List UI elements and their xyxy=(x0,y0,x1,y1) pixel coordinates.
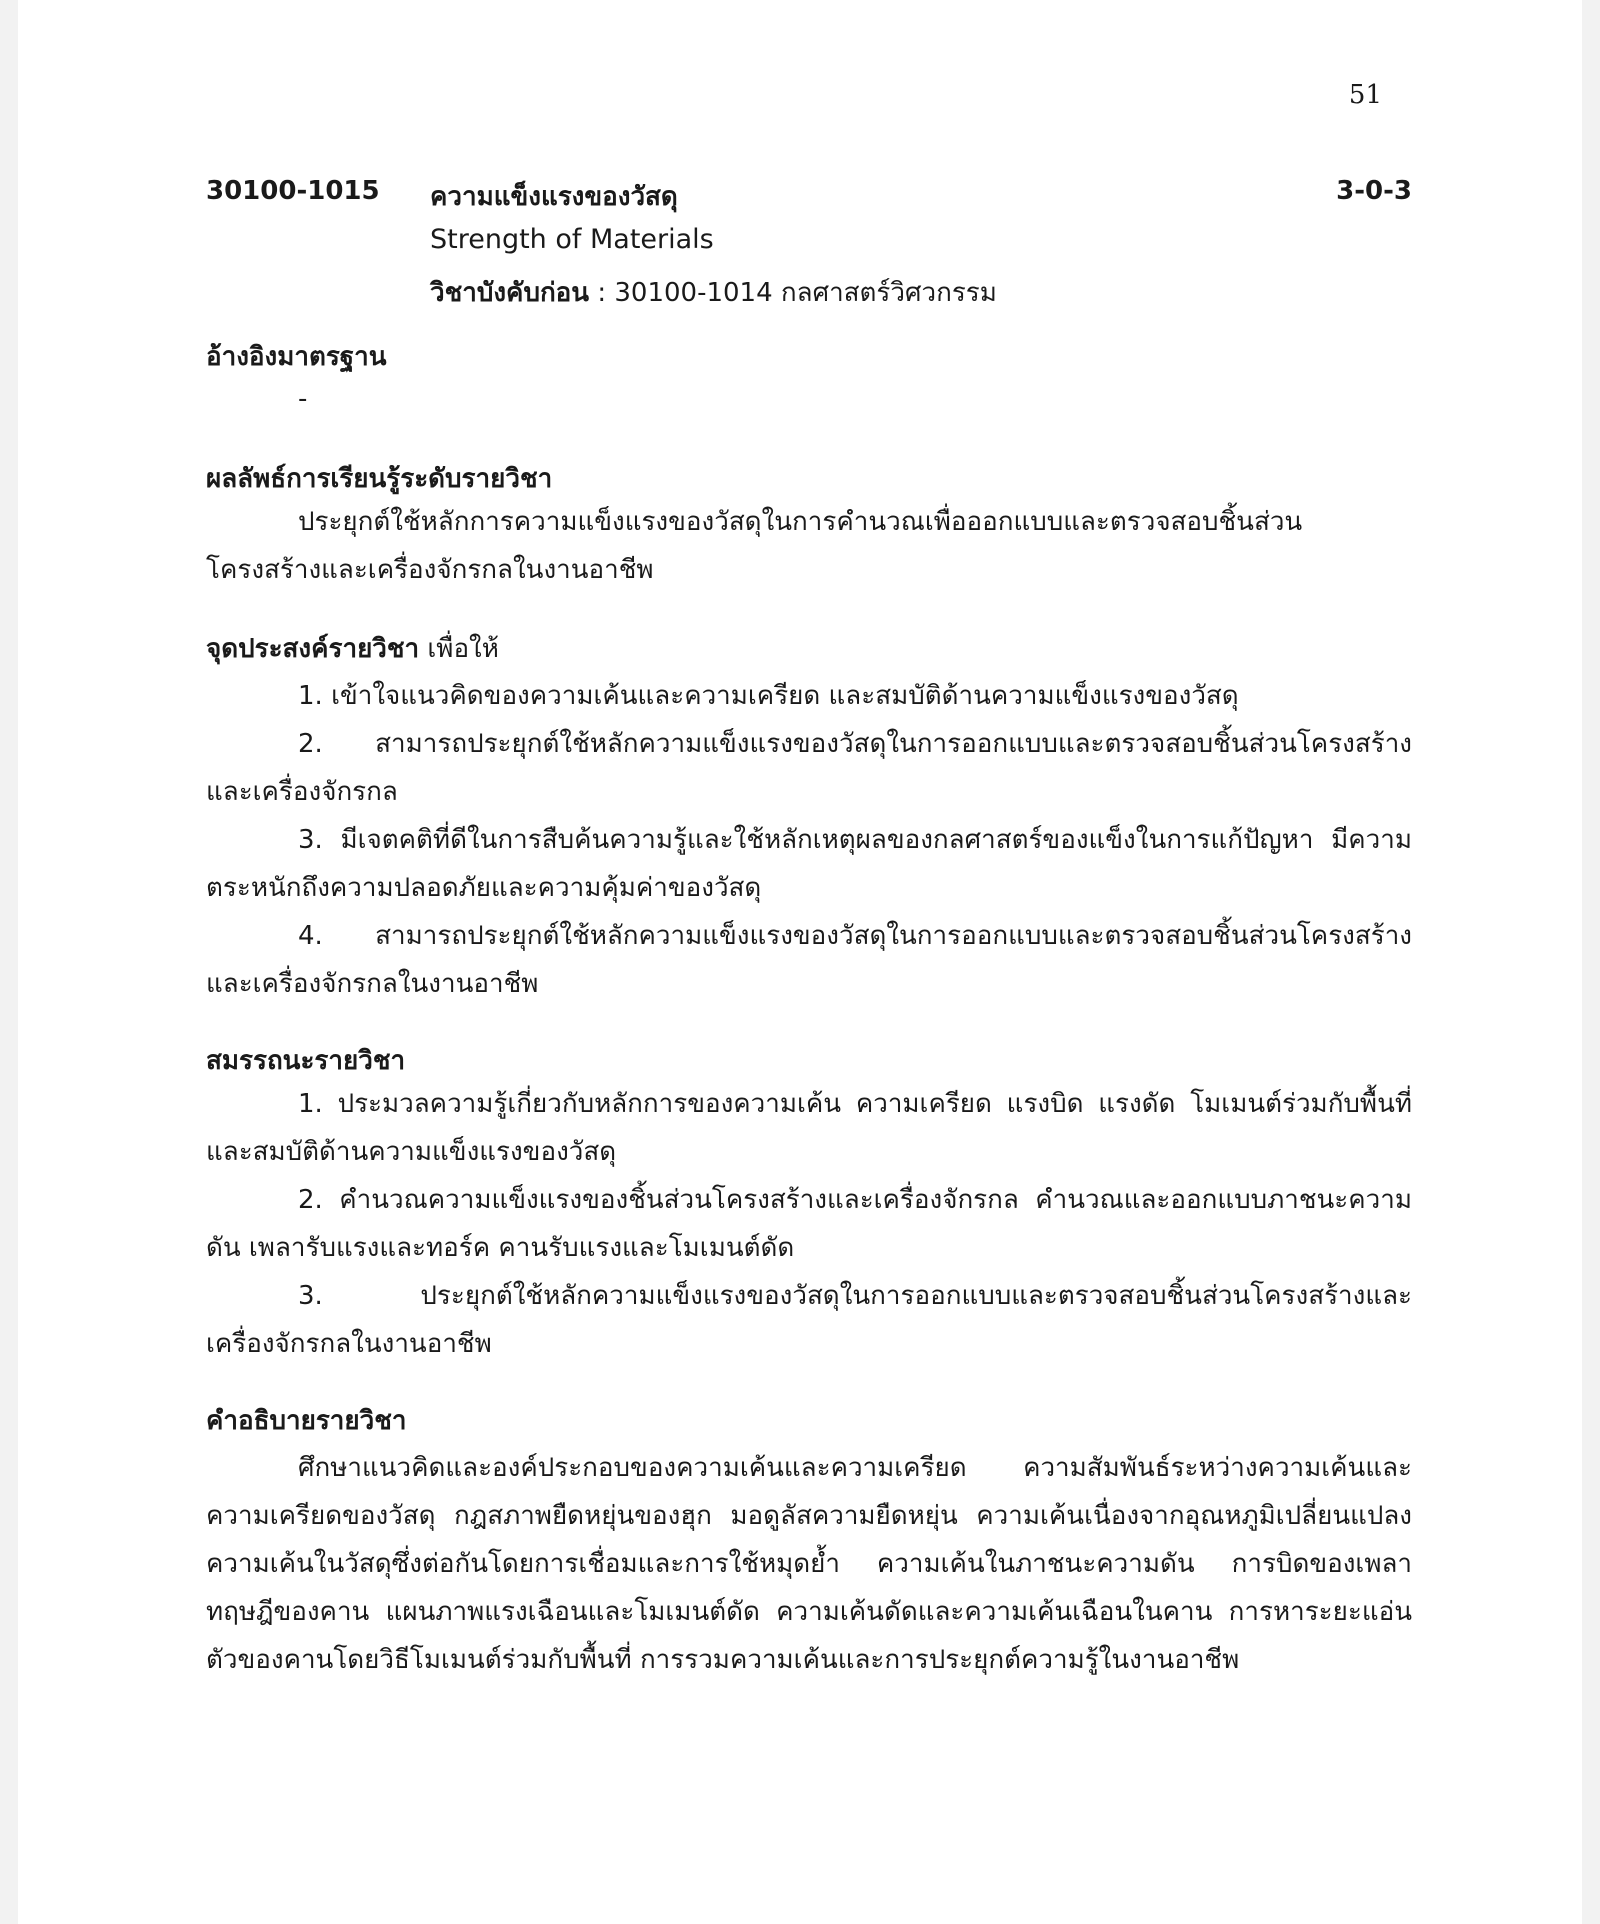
competency-item: 2. คำนวณความแข็งแรงของชิ้นส่วนโครงสร้างและเครื่องจักรกล คำนวณและออกแบบภาชนะความดัน เพลารับแรงและทอร์ค คานรับแรงและโมเมนต์ดัด xyxy=(206,1185,1412,1263)
document-page xyxy=(18,0,1582,1924)
competency-item: 1. ประมวลความรู้เกี่ยวกับหลักการของความเค้น ความเครียด แรงบิด แรงดัด โมเมนต์ร่วมกับพื้นที่และสมบัติด้านความแข็งแรงของวัสดุ xyxy=(206,1089,1412,1167)
competencies-heading: สมรรถนะรายวิชา xyxy=(206,1046,406,1076)
objective-item: 4. สามารถประยุกต์ใช้หลักความแข็งแรงของวัสดุในการออกแบบและตรวจสอบชิ้นส่วนโครงสร้างและเครื่องจักรกลในงานอาชีพ xyxy=(206,921,1412,999)
prerequisite-label: วิชาบังคับก่อน xyxy=(430,278,590,308)
objectives-heading-label: จุดประสงค์รายวิชา xyxy=(206,634,420,664)
course-title-english: Strength of Materials xyxy=(430,224,714,255)
prerequisite xyxy=(430,272,997,313)
objective-item: 1. เข้าใจแนวคิดของความเค้นและความเครียด และสมบัติด้านความแข็งแรงของวัสดุ xyxy=(298,681,1239,711)
course-header xyxy=(206,176,1412,212)
course-credit: 3-0-3 xyxy=(1336,176,1412,206)
description-heading: คำอธิบายรายวิชา xyxy=(206,1406,407,1436)
learning-outcome-text: ประยุกต์ใช้หลักการความแข็งแรงของวัสดุในการคำนวณเพื่อออกแบบและตรวจสอบชิ้นส่วนโครงสร้างและเครื่องจักรกลในงานอาชีพ xyxy=(206,507,1303,585)
objective-item: 3. มีเจตคติที่ดีในการสืบค้นความรู้และใช้หลักเหตุผลของกลศาสตร์ของแข็งในการแก้ปัญหา มีความตระหนักถึงความปลอดภัยและความคุ้มค่าของวัสดุ xyxy=(206,825,1412,903)
objective-item: 2. สามารถประยุกต์ใช้หลักความแข็งแรงของวัสดุในการออกแบบและตรวจสอบชิ้นส่วนโครงสร้างและเครื่องจักรกล xyxy=(206,729,1412,807)
objectives-heading xyxy=(206,628,499,669)
standards-heading: อ้างอิงมาตรฐาน xyxy=(206,342,387,372)
course-code: 30100-1015 xyxy=(206,176,380,206)
standards-value: - xyxy=(298,384,308,414)
description-text: ศึกษาแนวคิดและองค์ประกอบของความเค้นและความเครียด ความสัมพันธ์ระหว่างความเค้นและความเครียดของวัสดุ กฎสภาพยืดหยุ่นของฮุก มอดูลัสความยืดหยุ่น ความเค้นเนื่องจากอุณหภูมิเปลี่ยนแปลง ความเค้นในวัสดุซึ่งต่อกันโดยการเชื่อมและการใช้หมุดย้ำ ความเค้นในภาชนะความดัน การบิดของเพลา ทฤษฎีของคาน แผนภาพแรงเฉือนและโมเมนต์ดัด ความเค้นดัดและความเค้นเฉือนในคาน การหาระยะแอ่นตัวของคานโดยวิธีโมเมนต์ร่วมกับพื้นที่ การรวมความเค้นและการประยุกต์ความรู้ในงานอาชีพ xyxy=(206,1453,1412,1675)
course-title-thai: ความแข็งแรงของวัสดุ xyxy=(430,182,678,212)
prerequisite-value: : 30100-1014 กลศาสตร์วิศวกรรม xyxy=(589,278,997,308)
competency-item: 3. ประยุกต์ใช้หลักความแข็งแรงของวัสดุในการออกแบบและตรวจสอบชิ้นส่วนโครงสร้างและเครื่องจักรกลในงานอาชีพ xyxy=(206,1281,1412,1359)
page-number: 51 xyxy=(1348,80,1382,110)
objectives-heading-suffix: เพื่อให้ xyxy=(419,634,499,664)
learning-outcome-heading: ผลลัพธ์การเรียนรู้ระดับรายวิชา xyxy=(206,464,553,494)
